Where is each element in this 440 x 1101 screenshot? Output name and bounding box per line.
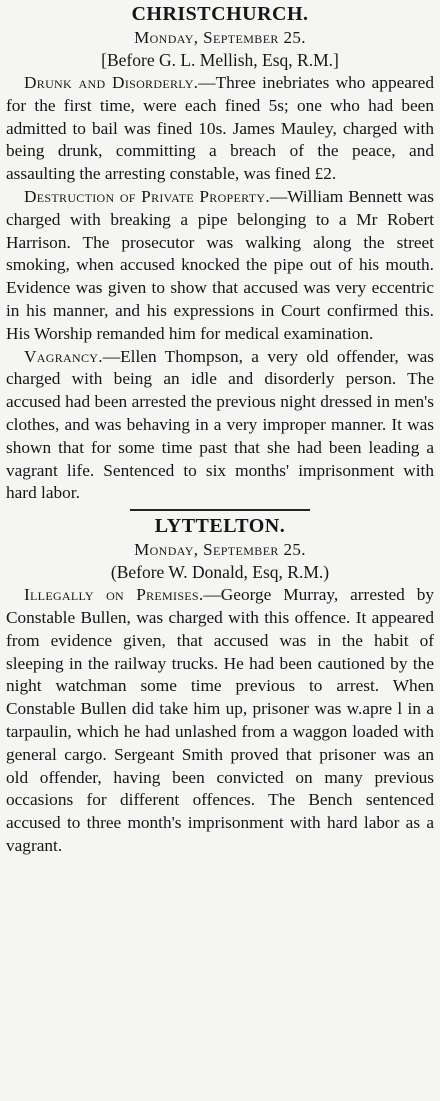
report-title: Illegally on Premises. [24, 585, 204, 605]
section-heading: LYTTELTON. [154, 515, 286, 538]
report-text: —Three inebriates who appeared for the first time, were each fined 5s; one who had been admitted to bail was fined 10s. James Mauley, charged with being drunk, committing a breach of the peace, and assaulting the arresting constable, was fined £2. [6, 73, 434, 184]
section-heading: CHRISTCHURCH. [131, 3, 309, 25]
report-paragraph [6, 72, 434, 186]
section-christchurch [6, 2, 434, 505]
report-paragraph [6, 186, 434, 346]
magistrate-line: [Before G. L. Mellish, Esq, R.M.] [101, 50, 339, 70]
report-paragraph [6, 346, 434, 506]
section-date: Monday, September 25. [134, 28, 306, 47]
report-paragraph [6, 584, 434, 858]
section-lyttelton [6, 514, 434, 858]
report-text: —William Bennett was charged with breaking a pipe belonging to a Mr Robert Harrison. The prosecutor was walking along the street smoking, when accused knocked the pipe out of his mouth. Evidence was given to show that accused was very eccentric in his manner, and his expressions in Court confirmed this. His Worship remanded him for medical examination. [6, 186, 434, 343]
report-title: Vagrancy. [24, 346, 103, 366]
section-date: Monday, September 25. [134, 540, 306, 560]
report-title: Destruction of Private Property. [24, 186, 270, 206]
section-divider [130, 509, 310, 511]
report-title: Drunk and Disorderly. [24, 73, 199, 92]
report-text: —George Murray, arrested by Constable Bullen, was charged with this offence. It appeared from evidence given, that accused was in the habit of sleeping in the railway trucks. He had been cautioned by the night watchman some time previous to arrest. When Constable Bullen did take him up, prisoner was w.apre l in a tarpaulin, which he had unlashed from a waggon loaded with general cargo. Sergeant Smith proved that prisoner was an old offender, having been convicted on many previous occasions for different offences. The Bench sentenced accused to three month's imprisonment with hard labor as a vagrant. [6, 585, 434, 855]
magistrate-line: (Before W. Donald, Esq, R.M.) [110, 562, 330, 583]
report-text: —Ellen Thompson, a very old offender, was charged with being an idle and disorderly person. The accused had been arrested the previous night dressed in men's clothes, and was behaving in a very improper manner. It was shown that for some time past that she had been leading a vagrant life. Sentenced to six months' imprisonment with hard labor. [6, 346, 434, 503]
